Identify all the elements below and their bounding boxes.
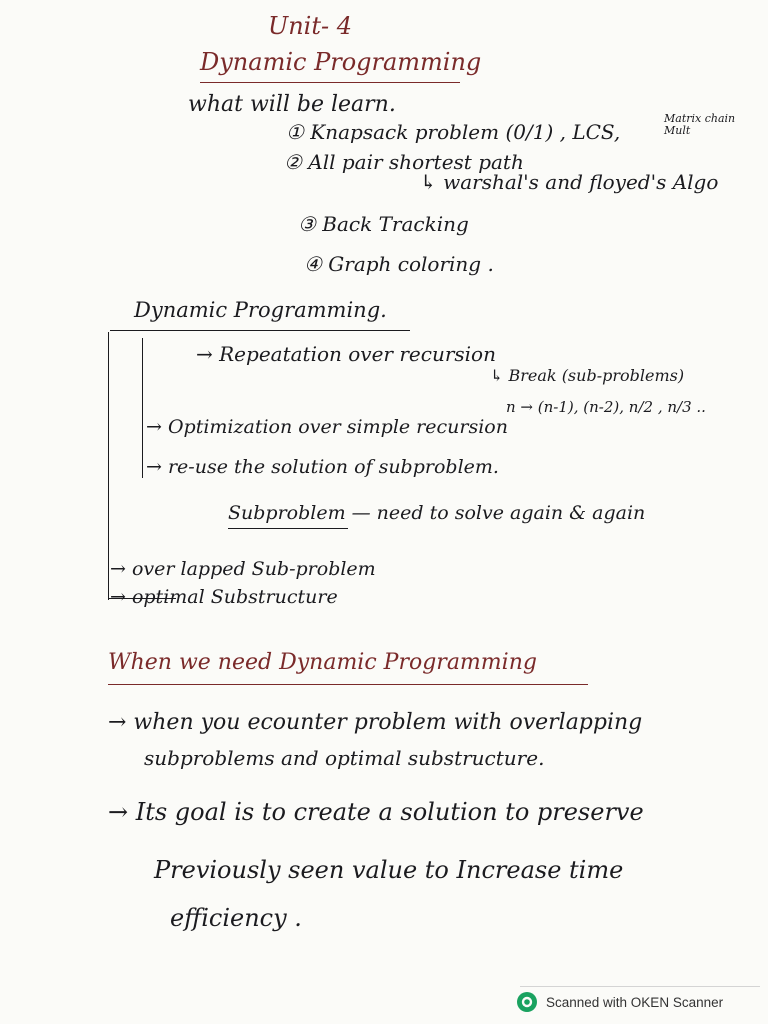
learn-item-1-note: Matrix chain Mult — [664, 112, 736, 137]
when-bullet-2-line-2: Previously seen value to Increase time — [154, 856, 624, 884]
dp-point-optimal-substructure: → optimal Substructure — [110, 586, 338, 608]
dp-point-optimization: → Optimization over simple recursion — [146, 416, 508, 438]
oken-scanner-logo-icon — [516, 991, 538, 1013]
dp-point-reuse: → re-use the solution of subproblem. — [146, 456, 499, 478]
dp-heading: Dynamic Programming. — [134, 298, 387, 322]
learn-item-2-sub: ↳ warshal's and floyed's Algo — [420, 170, 719, 194]
bracket-outer-line — [108, 332, 109, 600]
when-heading: When we need Dynamic Programming — [108, 650, 537, 675]
scanner-footer — [516, 991, 723, 1013]
dp-point-n-relation: n → (n-1), (n-2), n/2 , n/3 .. — [506, 398, 706, 416]
when-heading-underline — [108, 684, 588, 685]
unit-label: Unit- 4 — [268, 12, 353, 40]
title-underline — [200, 82, 460, 83]
dp-point-break: ↳ Break (sub-problems) — [490, 366, 685, 385]
learn-item-4: ④ Graph coloring . — [304, 252, 494, 276]
scanner-text: Scanned with OKEN Scanner — [546, 994, 724, 1010]
bracket-inner-line — [142, 338, 143, 478]
subproblem-underline — [228, 528, 348, 529]
when-bullet-2-line-1: → Its goal is to create a solution to preserve — [108, 798, 644, 826]
dp-heading-underline — [110, 330, 410, 331]
dp-point-overlapped: → over lapped Sub-problem — [110, 558, 376, 580]
when-bullet-2-line-3: efficiency . — [170, 904, 302, 932]
when-bullet-1-line-1: → when you ecounter problem with overlapping — [108, 710, 643, 735]
learn-item-1: ① Knapsack problem (0/1) , LCS, — [286, 120, 621, 144]
learn-item-3: ③ Back Tracking — [298, 212, 469, 236]
when-bullet-1-line-2: subproblems and optimal substructure. — [144, 746, 545, 770]
footer-rule — [520, 986, 760, 987]
learn-heading: what will be learn. — [188, 92, 396, 117]
page-title: Dynamic Programming — [200, 48, 482, 76]
dp-subproblem-note: Subproblem — need to solve again & again — [228, 502, 646, 524]
dp-point-repeatation: → Repeatation over recursion — [196, 342, 496, 366]
learn-item-2: ② All pair shortest path — [284, 150, 524, 174]
